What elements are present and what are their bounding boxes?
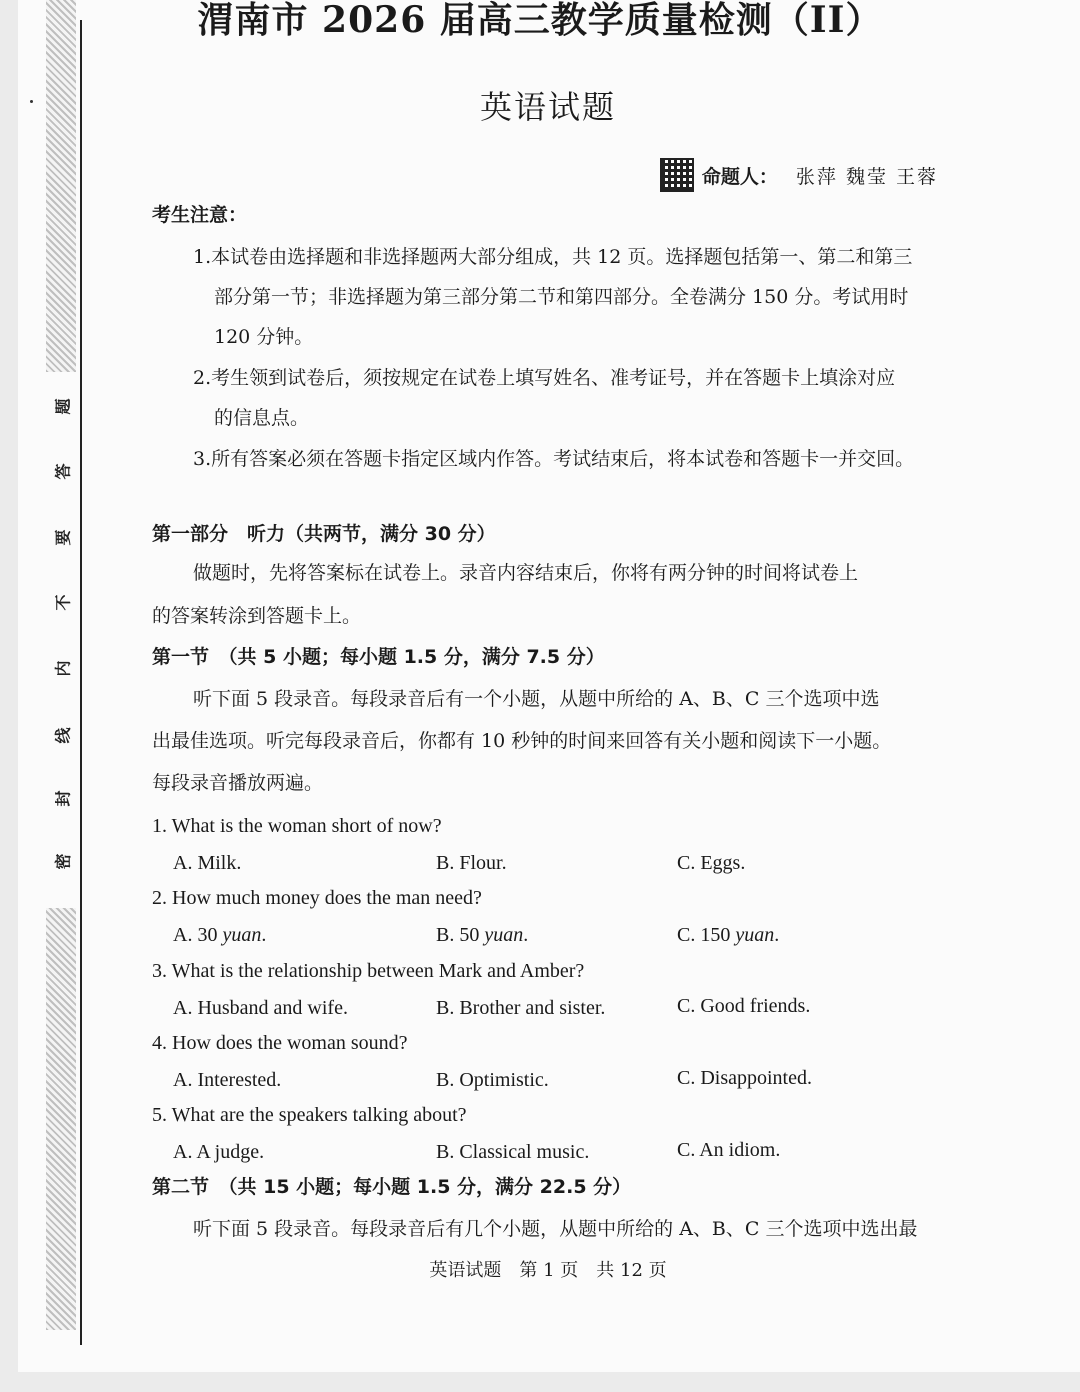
binding-char: 不 bbox=[53, 594, 73, 611]
binding-char: 密 bbox=[53, 853, 73, 870]
option-c: C. An idiom. bbox=[677, 1139, 781, 1161]
binding-char: 内 bbox=[53, 660, 73, 677]
part1-intro-cont: 的答案转涂到答题卡上。 bbox=[152, 605, 362, 627]
option-c: C. Good friends. bbox=[677, 995, 811, 1017]
question-1: 1. What is the woman short of now? bbox=[152, 815, 442, 837]
question-4: 4. How does the woman sound? bbox=[152, 1032, 408, 1054]
subject-title: 英语试题 bbox=[479, 88, 616, 126]
notice-heading: 考生注意： bbox=[152, 204, 248, 226]
section2-instructions: 听下面 5 段录音。每段录音后有几个小题，从题中所给的 A、B、C 三个选项中选出最 bbox=[193, 1218, 918, 1240]
exam-title: 渭南市 2026 届高三教学质量检测（II） bbox=[197, 0, 883, 41]
notice-item-1: 1.本试卷由选择题和非选择题两大部分组成，共 12 页。选择题包括第一、第二和第三 bbox=[193, 246, 913, 268]
option-c: C. Eggs. bbox=[677, 852, 746, 874]
option-a: A. 30 yuan. bbox=[173, 924, 267, 946]
author-row bbox=[660, 158, 938, 192]
option-a: A. Interested. bbox=[173, 1069, 282, 1091]
page-footer: 英语试题 第 1 页 共 12 页 bbox=[429, 1260, 667, 1281]
binding-char: 答 bbox=[53, 463, 73, 480]
option-c: C. Disappointed. bbox=[677, 1067, 812, 1089]
notice-item-2: 2.考生领到试卷后，须按规定在试卷上填写姓名、准考证号，并在答题卡上填涂对应 bbox=[193, 367, 896, 389]
binding-char: 题 bbox=[53, 398, 73, 415]
notice-item-1-cont: 部分第一节；非选择题为第三部分第二节和第四部分。全卷满分 150 分。考试用时 bbox=[214, 286, 909, 308]
question-2: 2. How much money does the man need? bbox=[152, 887, 482, 909]
option-b: B. Classical music. bbox=[436, 1141, 590, 1163]
notice-item-3: 3.所有答案必须在答题卡指定区域内作答。考试结束后，将本试卷和答题卡一并交回。 bbox=[193, 448, 915, 470]
option-b: B. Brother and sister. bbox=[436, 997, 606, 1019]
section1-instructions-cont: 每段录音播放两遍。 bbox=[152, 772, 324, 794]
binding-hatch-top bbox=[46, 0, 76, 372]
option-b: B. Flour. bbox=[436, 852, 507, 874]
option-b: B. Optimistic. bbox=[436, 1069, 549, 1091]
binding-line bbox=[80, 20, 82, 1345]
binding-char: 要 bbox=[53, 529, 73, 546]
option-a: A. A judge. bbox=[173, 1141, 265, 1163]
option-a: A. Husband and wife. bbox=[173, 997, 348, 1019]
option-c: C. 150 yuan. bbox=[677, 924, 780, 946]
question-5: 5. What are the speakers talking about? bbox=[152, 1104, 467, 1126]
section1-instructions-cont: 出最佳选项。听完每段录音后，你都有 10 秒钟的时间来回答有关小题和阅读下一小题。 bbox=[152, 730, 892, 752]
part1-intro: 做题时，先将答案标在试卷上。录音内容结束后，你将有两分钟的时间将试卷上 bbox=[193, 562, 859, 584]
section1-instructions: 听下面 5 段录音。每段录音后有一个小题，从题中所给的 A、B、C 三个选项中选 bbox=[193, 688, 880, 710]
notice-item-2-cont: 的信息点。 bbox=[214, 407, 310, 429]
part1-heading: 第一部分 听力（共两节，满分 30 分） bbox=[152, 523, 496, 545]
qr-code-icon bbox=[660, 158, 694, 192]
option-b: B. 50 yuan. bbox=[436, 924, 529, 946]
binding-char: 封 bbox=[53, 790, 73, 807]
option-a: A. Milk. bbox=[173, 852, 242, 874]
author-names: 张萍 魏莹 王蓉 bbox=[795, 165, 938, 188]
question-3: 3. What is the relationship between Mark and Amber? bbox=[152, 960, 585, 982]
section2-heading: 第二节 （共 15 小题；每小题 1.5 分，满分 22.5 分） bbox=[152, 1176, 632, 1198]
section1-heading: 第一节 （共 5 小题；每小题 1.5 分，满分 7.5 分） bbox=[152, 646, 605, 668]
author-label: 命题人： bbox=[701, 165, 778, 188]
notice-item-1-cont: 120 分钟。 bbox=[214, 326, 314, 348]
binding-char: 线 bbox=[53, 727, 73, 744]
